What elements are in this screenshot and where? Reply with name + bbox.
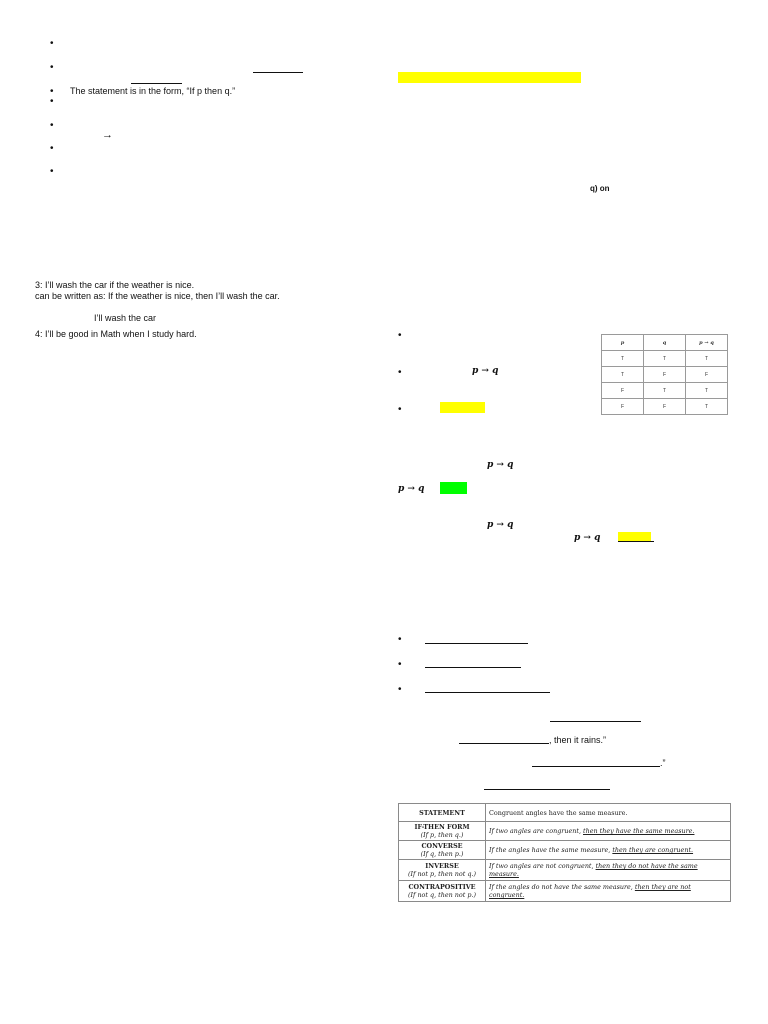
highlight-bar — [398, 72, 581, 83]
blank-line — [484, 789, 610, 790]
bullet: • — [50, 96, 54, 107]
blank-line — [550, 721, 641, 722]
bullet: • — [398, 330, 402, 341]
row-value — [486, 804, 731, 822]
row-label — [399, 804, 486, 822]
blank-line — [532, 766, 660, 767]
value-underlined: then they are congruent. — [612, 846, 694, 854]
value-underlined: then they have the same measure. — [583, 827, 695, 835]
table-row — [602, 383, 728, 399]
bullet: • — [50, 166, 54, 177]
label-contrapositive: CONTRAPOSITIVE — [408, 883, 476, 891]
label-if-then-form: IF-THEN FORM — [414, 823, 470, 831]
value-underlined: then they are not congruent. — [489, 883, 691, 899]
example-3-rewrite: can be written as: If the weather is nice, then I’ll wash the car. — [35, 291, 280, 301]
implication-symbol: p → q — [487, 460, 514, 470]
cell: T — [602, 351, 644, 367]
q-on-text: q) on — [590, 184, 610, 193]
form-statement: The statement is in the form, “If p then q.” — [70, 86, 236, 96]
bullet: • — [398, 684, 402, 695]
bullet: • — [50, 120, 54, 131]
implication-symbol: p → q — [487, 520, 514, 530]
blank-line — [618, 541, 654, 542]
cell: T — [686, 399, 728, 415]
cell: T — [644, 351, 686, 367]
label-sub: (If not q, then not p.) — [408, 891, 476, 899]
example-4: 4: I’ll be good in Math when I study hard. — [35, 329, 197, 339]
cell: T — [602, 367, 644, 383]
cell: F — [644, 367, 686, 383]
table-row — [399, 804, 731, 822]
label-inverse: INVERSE — [425, 862, 459, 870]
implication-symbol: p → q — [472, 366, 499, 376]
label-converse: CONVERSE — [421, 842, 463, 850]
row-label — [399, 881, 486, 902]
table-row — [602, 367, 728, 383]
header-q: q — [644, 335, 686, 351]
example-3-conclusion: I’ll wash the car — [94, 313, 157, 323]
blank-line — [425, 667, 521, 668]
cell: F — [644, 399, 686, 415]
blank-line — [425, 643, 528, 644]
bullet: • — [398, 367, 402, 378]
value-pre: If two angles are congruent, — [489, 827, 584, 835]
row-label — [399, 860, 486, 881]
arrow-symbol: → — [102, 129, 113, 141]
table-row — [602, 399, 728, 415]
cell: F — [602, 383, 644, 399]
table-row — [399, 822, 731, 841]
value-underlined: then they do not have the same measure. — [489, 862, 698, 878]
row-label — [399, 822, 486, 841]
row-value — [486, 841, 731, 860]
cell: T — [686, 351, 728, 367]
value-pre: If the angles have the same measure, — [489, 846, 613, 854]
table-row — [399, 841, 731, 860]
cell: T — [644, 383, 686, 399]
cell: F — [602, 399, 644, 415]
implication-symbol: p → q — [398, 484, 425, 494]
highlight-box-green — [440, 482, 467, 494]
rain-sentence-end: , then it rains.” — [549, 735, 607, 745]
bullet: • — [50, 38, 54, 49]
truth-table — [601, 334, 728, 415]
blank-line — [459, 743, 549, 744]
table-row — [399, 860, 731, 881]
bullet: • — [398, 634, 402, 645]
bullet: • — [50, 62, 54, 73]
label-statement: STATEMENT — [419, 808, 465, 817]
implication-symbol: p → q — [574, 533, 601, 543]
quote-end: .” — [660, 758, 666, 768]
bullet: • — [398, 404, 402, 415]
cell: T — [686, 383, 728, 399]
truth-table-header-row — [602, 335, 728, 351]
highlight-box — [618, 532, 651, 541]
example-3: 3: I’ll wash the car if the weather is nice. — [35, 280, 195, 290]
row-value — [486, 860, 731, 881]
blank-line — [253, 72, 303, 73]
cell: F — [686, 367, 728, 383]
row-label — [399, 841, 486, 860]
bullet: • — [50, 143, 54, 154]
blank-line — [425, 692, 550, 693]
value-pre: If two angles are not congruent, — [489, 862, 596, 870]
row-value — [486, 822, 731, 841]
table-row — [399, 881, 731, 902]
label-sub: (If q, then p.) — [420, 850, 464, 858]
row-value — [486, 881, 731, 902]
header-p-implies-q: p → q — [686, 335, 728, 351]
label-sub: (If p, then q.) — [420, 831, 464, 839]
label-sub: (If not p, then not q.) — [408, 870, 476, 878]
blank-line — [131, 83, 182, 84]
bullet: • — [50, 86, 54, 97]
conditional-statements-table — [398, 803, 731, 902]
value-pre: If the angles do not have the same measure, — [489, 883, 635, 891]
highlight-box — [440, 402, 485, 413]
table-row — [602, 351, 728, 367]
bullet: • — [398, 659, 402, 670]
header-p: p — [602, 335, 644, 351]
statement-text: Congruent angles have the same measure. — [489, 808, 628, 817]
